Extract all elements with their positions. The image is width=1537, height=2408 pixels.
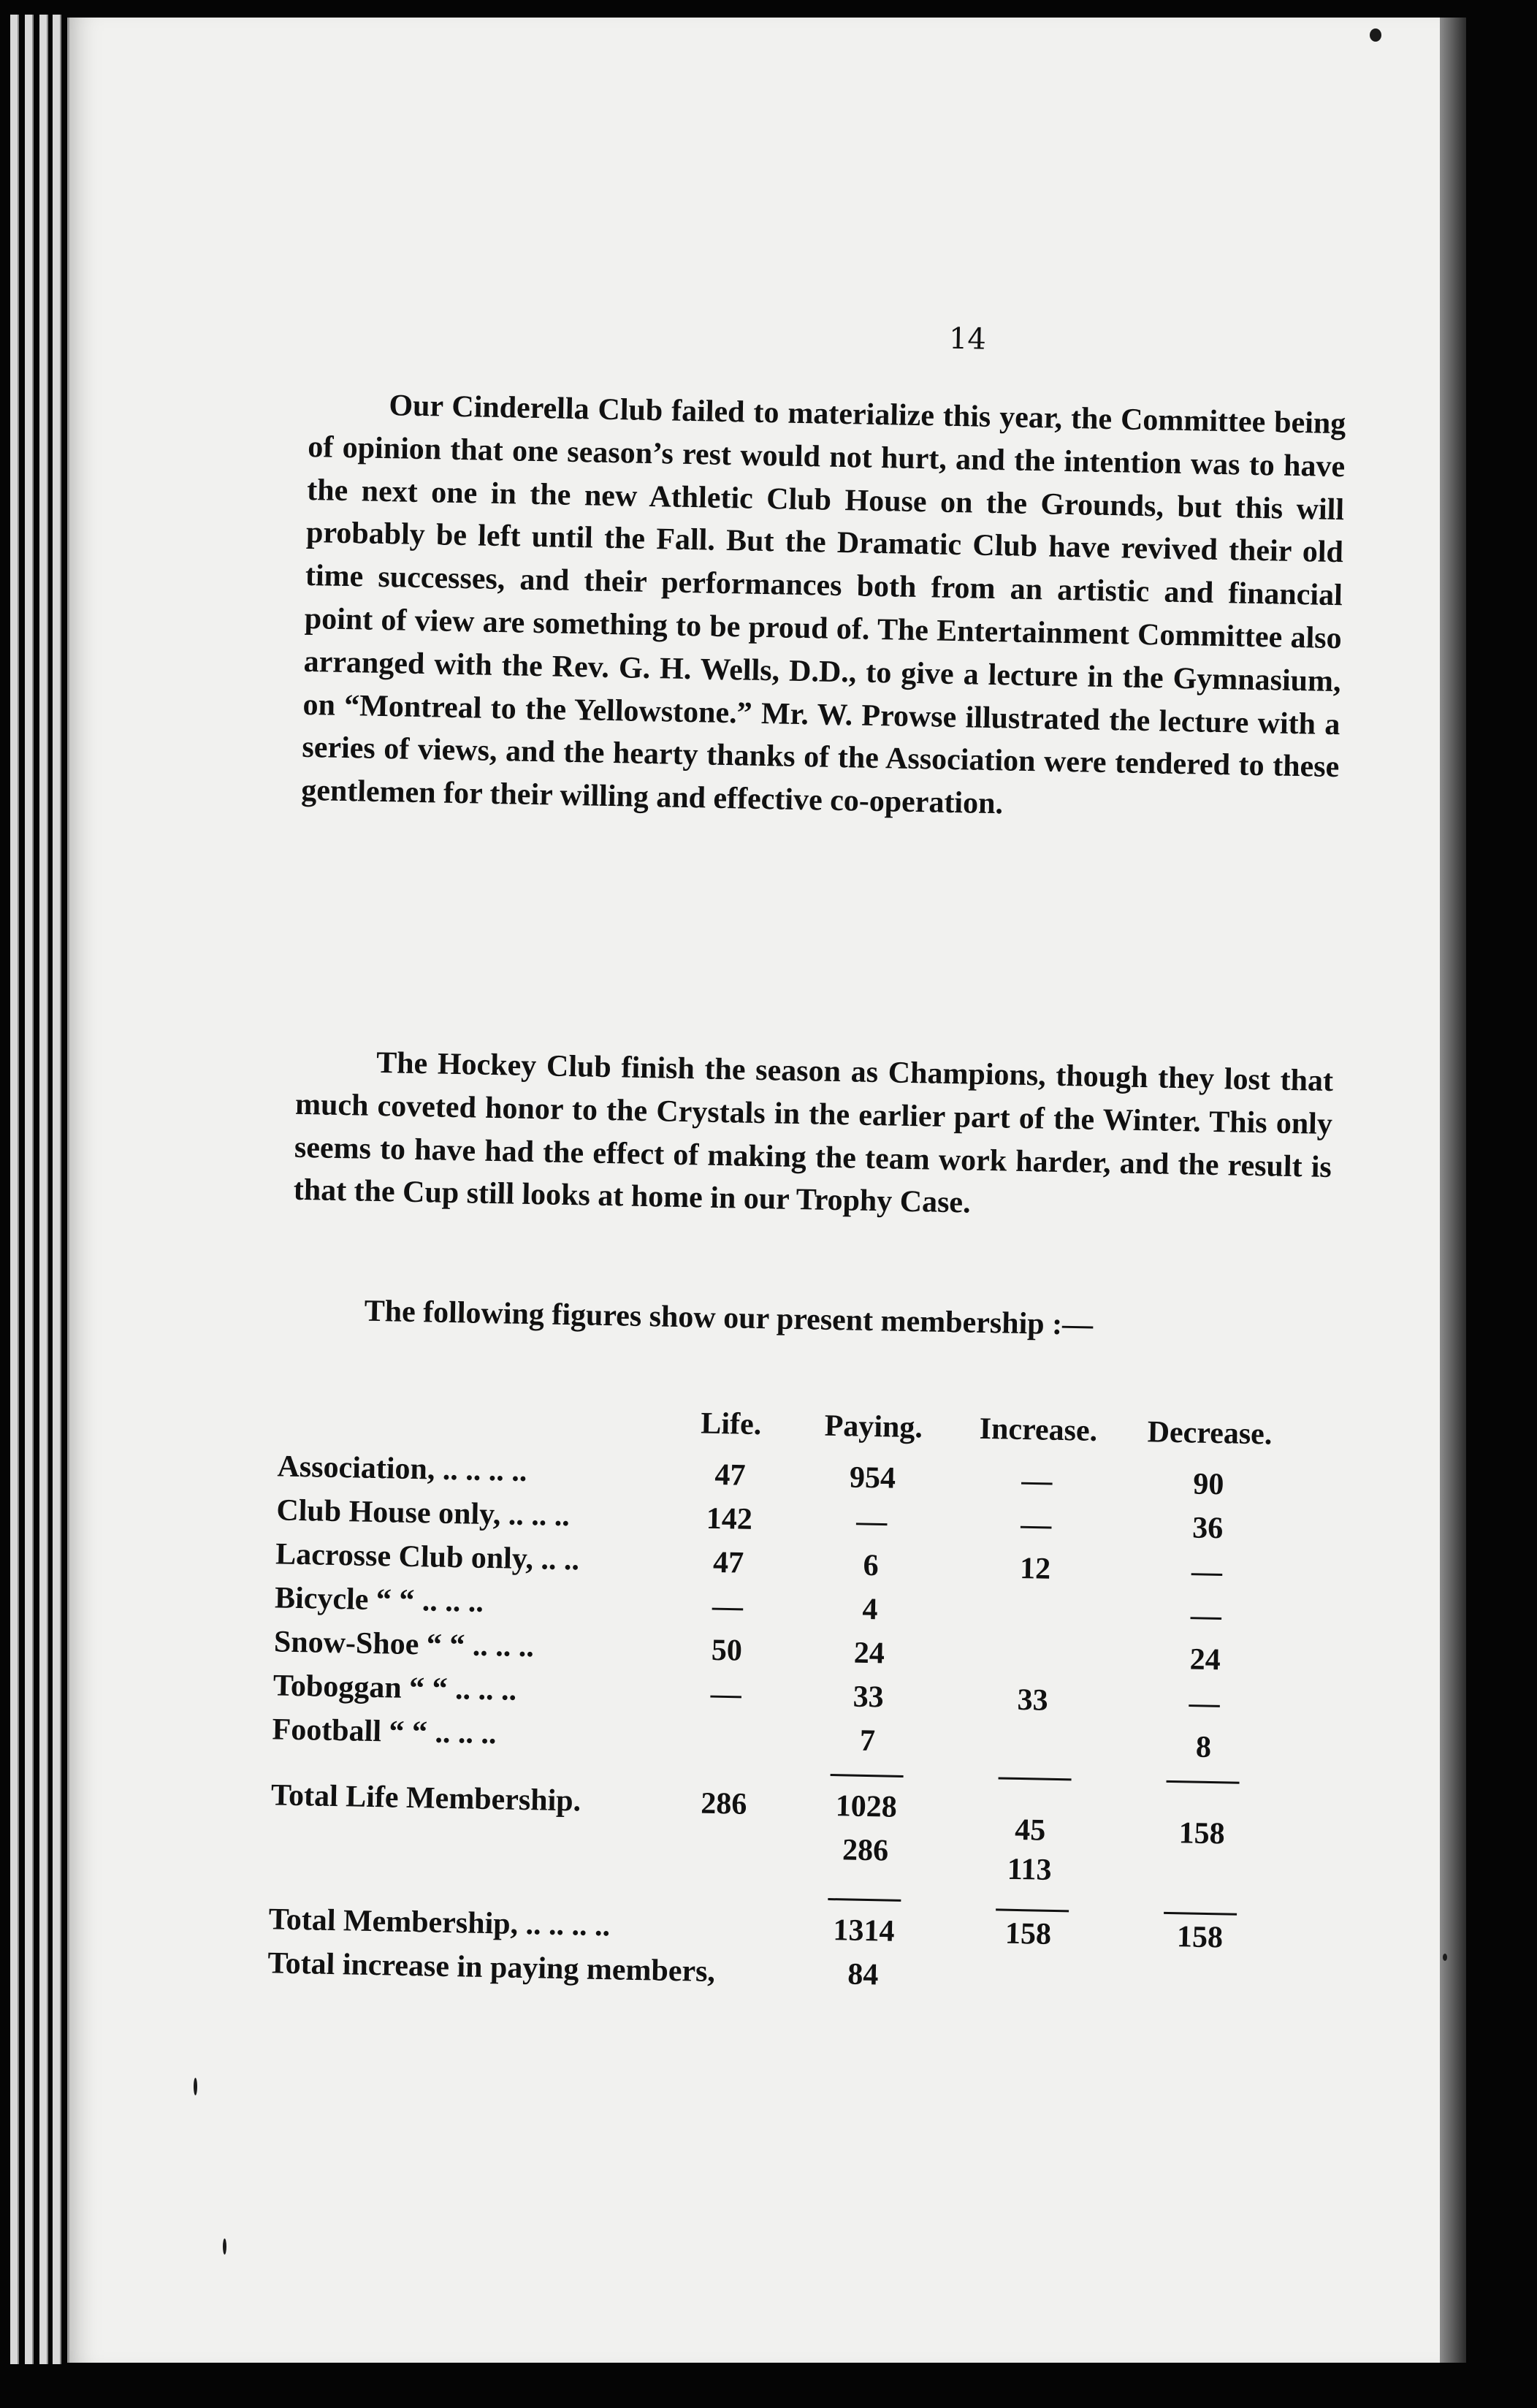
paragraph-hockey-club: The Hockey Club finish the season as Champions, though they lost that much coveted honor to the Crystals in the earlier part of the Winter. This only seems to have had the effect of making the team work harder, and the result is that the Cup still looks at home in our Trophy Case. [293,1045,1334,1220]
life-value: 286 [700,1786,747,1821]
row-label: Club House only, .. .. .. [276,1493,571,1533]
paying-value: 24 [853,1636,885,1671]
decrease-value: — [1190,1599,1222,1634]
row-label: Association, .. .. .. .. [277,1449,527,1488]
paying-value: — [855,1504,888,1539]
life-value: — [712,1589,744,1624]
paying-value: 1314 [833,1913,895,1948]
paying-life-addition: 286 [842,1833,889,1868]
dust-speck [223,2239,226,2255]
sum-rule [996,1908,1069,1912]
row-label: Football “ “ .. .. .. [272,1712,497,1751]
life-value: 50 [711,1633,743,1668]
row-label: Snow-Shoe “ “ .. .. .. [273,1625,535,1664]
page-content [267,310,1450,1992]
row-label: Total Membership, .. .. .. .. [268,1902,611,1943]
page-stack-edge [39,15,48,2364]
life-value: 142 [706,1501,753,1536]
life-value: 47 [712,1545,744,1580]
header-paying: Paying. [824,1409,923,1445]
sum-rule [831,1774,904,1778]
header-decrease: Decrease. [1147,1415,1273,1452]
paying-value: 1028 [835,1789,898,1824]
increase-value: — [1021,1463,1053,1498]
paragraph-membership-intro: The following figures show our present membership :— [364,1294,1094,1342]
page-number: 14 [948,321,987,357]
paying-value: 954 [849,1460,896,1496]
page-stack-edge [53,15,61,2364]
dust-speck [1443,1954,1447,1961]
increase-value: — [1020,1507,1052,1542]
dust-speck [194,2078,197,2095]
page-stack-edge [10,15,19,2364]
decrease-value: 36 [1191,1511,1224,1546]
header-life: Life. [700,1406,762,1442]
paying-value: 33 [853,1680,885,1715]
paragraph-cinderella-club: Our Cinderella Club failed to materialize this year, the Committee being of opinion that one season’s rest would not hurt, and the intention was to have the next one in the new Athletic Club House on the Grounds, but this will probably be left until the Fall. But the Dramatic Club have revived their old time successes, and their performances both from an artistic and financial point of view are something to be proud of. The Entertainment Committee also arranged with the Rev. G. H. Wells, D.D., to give a lecture in the Gymnasium, on “Montreal to the Yellowstone.” Mr. W. Prowse illustrated the lecture with a series of views, and the hearty thanks of the Association were tendered to these gentlemen for their willing and effective co-operation. [300,389,1346,821]
increase-value: 45 [1014,1813,1046,1848]
paying-value: 7 [859,1723,876,1759]
book-spine [1440,18,1466,2363]
paying-value: 6 [863,1548,880,1583]
decrease-value: 90 [1192,1467,1224,1502]
decrease-value: — [1191,1555,1223,1590]
header-increase: Increase. [979,1411,1098,1448]
sum-rule [1164,1912,1237,1916]
paying-value: 84 [847,1957,879,1992]
row-label: Total Life Membership. [270,1778,581,1818]
decrease-value: 8 [1195,1730,1212,1765]
book-page [67,18,1466,2363]
decrease-value: — [1189,1686,1221,1721]
row-label: Total increase in paying members, [267,1946,716,1989]
decrease-value: 158 [1176,1920,1224,1955]
paying-value: 4 [862,1592,878,1627]
life-value: — [710,1677,742,1712]
membership-table [267,1398,1345,1992]
increase-value: 12 [1019,1551,1051,1586]
row-label: Toboggan “ “ .. .. .. [272,1669,517,1707]
page-stack-edge [25,15,34,2364]
sum-rule [999,1777,1072,1780]
increase-value: 33 [1017,1683,1049,1718]
increase-value: 158 [1004,1916,1052,1951]
row-label: Bicycle “ “ .. .. .. [274,1581,484,1619]
row-label: Lacrosse Club only, .. .. [275,1537,580,1577]
sum-rule [1167,1780,1240,1784]
life-value: 47 [714,1458,746,1493]
dust-speck [1370,28,1381,42]
decrease-value: 158 [1178,1816,1226,1851]
sum-rule [828,1898,901,1902]
increase-second-value: 113 [1007,1852,1052,1887]
decrease-value: 24 [1189,1642,1221,1677]
